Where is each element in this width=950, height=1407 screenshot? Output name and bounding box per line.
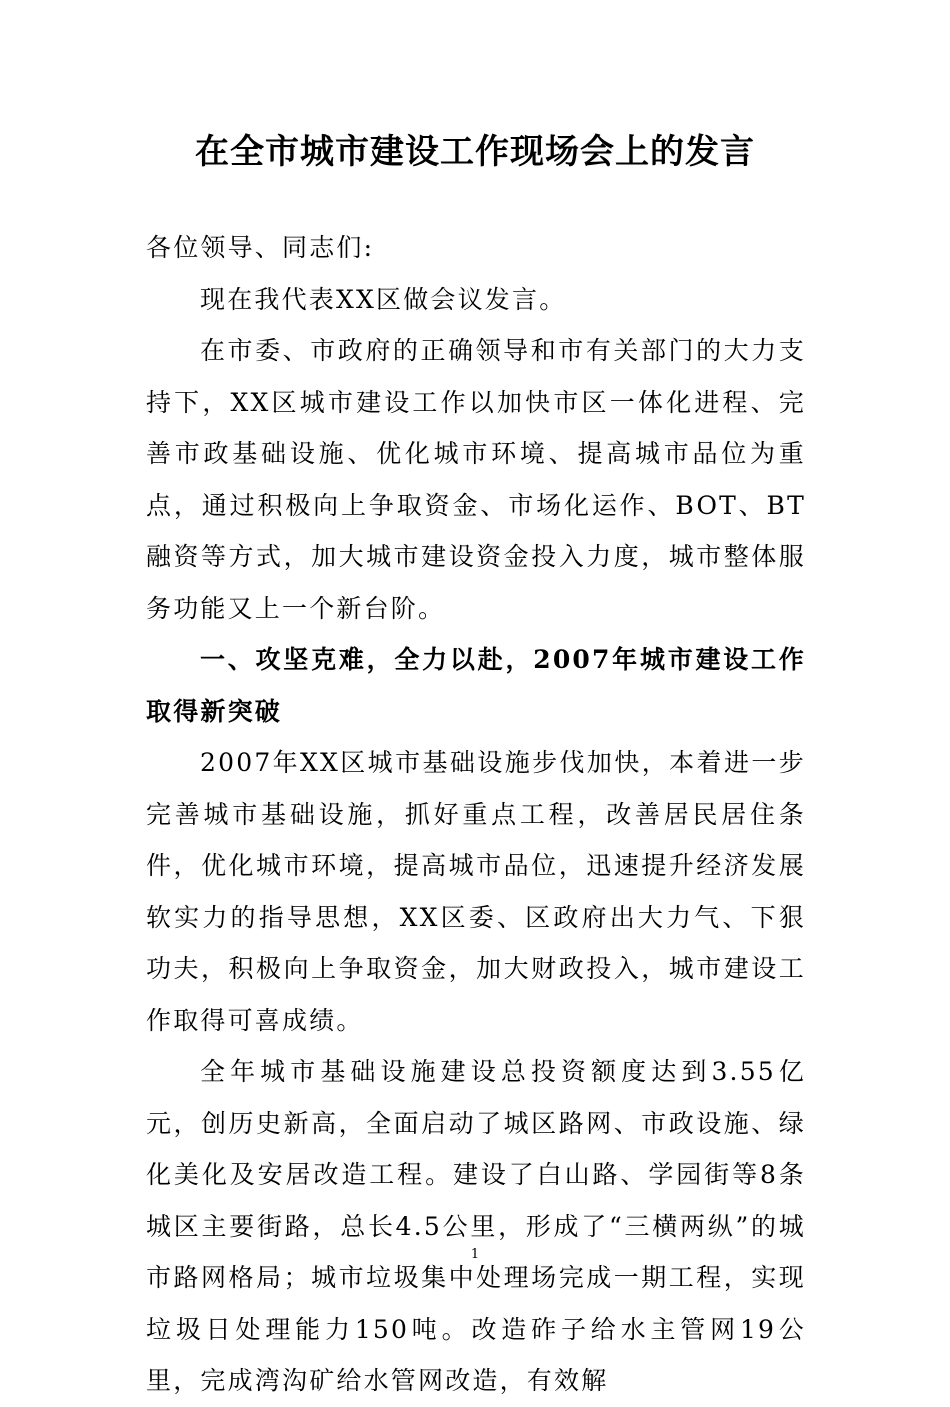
paragraph-section-2: 全年城市基础设施建设总投资额度达到3.55亿元，创历史新高，全面启动了城区路网、市政设施、绿化美化及安居改造工程。建设了白山路、学园街等8条城区主要街路，总长4.5公里，形成了“三横两纵”的城市路网格局；城市垃圾集中处理场完成一期工程，实现垃圾日处理能力150吨。改造砟子给水主管网19公里，完成湾沟矿给水管网改造，有效解 xyxy=(146,1057,806,1395)
document-title: 在全市城市建设工作现场会上的发言 xyxy=(195,132,755,172)
paragraph-section-1: 2007年XX区城市基础设施步伐加快，本着进一步完善城市基础设施，抓好重点工程，改善居民居住条件，优化城市环境，提高城市品位，迅速提升经济发展软实力的指导思想，XX区委、区政府出大力气、下狠功夫，积极向上争取资金，加大财政投入，城市建设工作取得可喜成绩。 xyxy=(146,748,806,1035)
paragraph-intro: 现在我代表XX区做会议发言。 xyxy=(200,284,567,314)
document-body xyxy=(146,222,806,1407)
salutation: 各位领导、同志们: xyxy=(146,233,375,262)
section-heading: 一、攻坚克难，全力以赴，2007年城市建设工作取得新突破 xyxy=(146,645,806,726)
paragraph-overview: 在市委、市政府的正确领导和市有关部门的大力支持下，XX区城市建设工作以加快市区一体化进程、完善市政基础设施、优化城市环境、提高城市品位为重点，通过积极向上争取资金、市场化运作、BOT、BT融资等方式，加大城市建设资金投入力度，城市整体服务功能又上一个新台阶。 xyxy=(146,336,806,623)
page-number: 1 xyxy=(470,1247,480,1262)
